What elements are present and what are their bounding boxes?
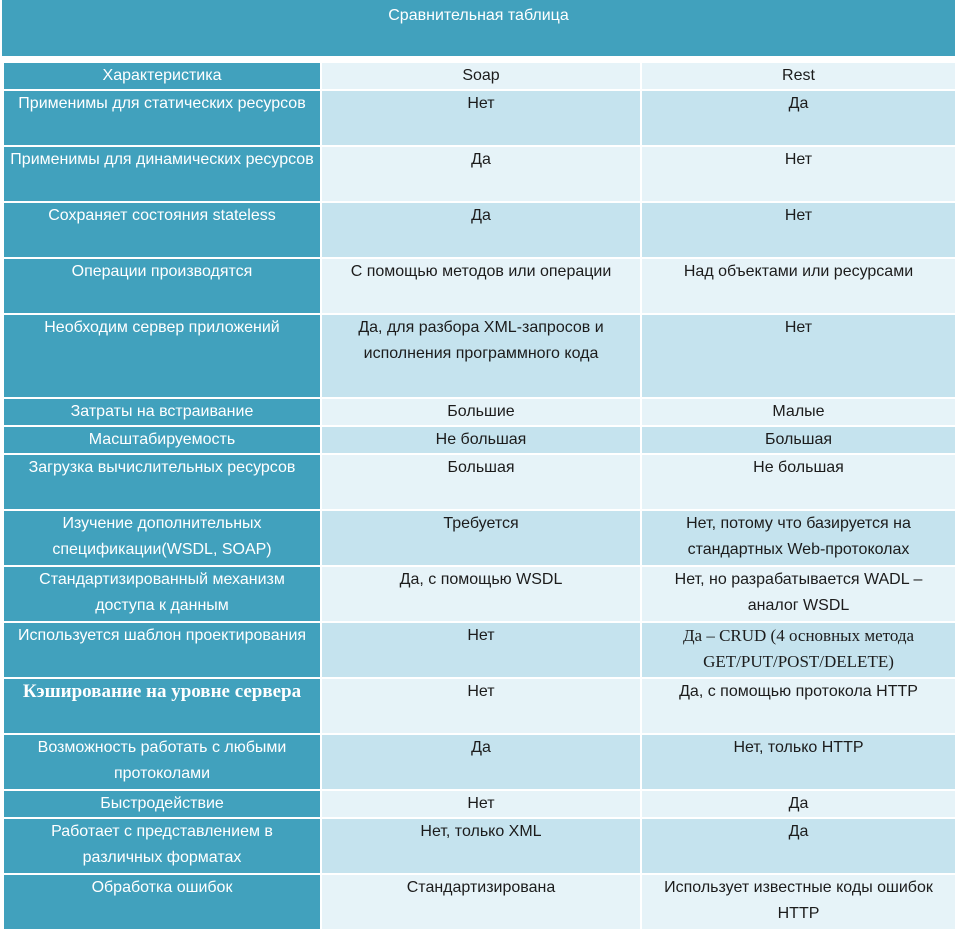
table-row [3,818,956,874]
row-characteristic: Изучение дополнительных спецификации(WSDL, SOAP) [3,510,321,566]
table-row [3,90,956,146]
row-soap-value: Да [321,734,641,790]
table-row [3,510,956,566]
row-soap-value: Да, с помощью WSDL [321,566,641,622]
table-row [3,566,956,622]
row-characteristic: Применимы для статических ресурсов [3,90,321,146]
row-rest-value: Нет [641,146,956,202]
row-soap-value: Нет [321,622,641,678]
row-rest-value: Нет, но разрабатывается WADL – аналог WSDL [641,566,956,622]
row-rest-value: Нет, только HTTP [641,734,956,790]
row-rest-value: Большая [641,426,956,454]
row-rest-value: Использует известные коды ошибок HTTP [641,874,956,930]
row-characteristic: Загрузка вычислительных ресурсов [3,454,321,510]
row-soap-value: Требуется [321,510,641,566]
table-row [3,426,956,454]
row-rest-value: Да [641,790,956,818]
header-rest: Rest [641,62,956,90]
row-soap-value: Большие [321,398,641,426]
table-row [3,258,956,314]
row-characteristic: Используется шаблон проектирования [3,622,321,678]
table-title: Сравнительная таблица [2,0,955,56]
row-soap-value: Нет [321,678,641,734]
row-soap-value: Стандартизирована [321,874,641,930]
row-rest-value: Нет [641,202,956,258]
row-characteristic: Быстродействие [3,790,321,818]
row-soap-value: Не большая [321,426,641,454]
row-rest-value: Не большая [641,454,956,510]
row-soap-value: Нет [321,790,641,818]
table-row [3,734,956,790]
row-characteristic: Кэширование на уровне сервера [3,678,321,734]
row-characteristic: Обработка ошибок [3,874,321,930]
table-row [3,678,956,734]
row-soap-value: Нет, только XML [321,818,641,874]
row-characteristic: Работает с представлением в различных форматах [3,818,321,874]
row-characteristic: Сохраняет состояния stateless [3,202,321,258]
row-rest-value: Над объектами или ресурсами [641,258,956,314]
row-soap-value: С помощью методов или операции [321,258,641,314]
row-rest-value: Малые [641,398,956,426]
row-soap-value: Да, для разбора XML-запросов и исполнения программного кода [321,314,641,398]
row-soap-value: Да [321,146,641,202]
header-characteristic: Характеристика [3,62,321,90]
row-characteristic: Необходим сервер приложений [3,314,321,398]
table-row [3,790,956,818]
row-characteristic: Возможность работать с любыми протоколами [3,734,321,790]
row-soap-value: Да [321,202,641,258]
row-characteristic: Масштабируемость [3,426,321,454]
row-rest-value: Да, с помощью протокола HTTP [641,678,956,734]
row-rest-value: Нет, потому что базируется на стандартных Web-протоколах [641,510,956,566]
row-rest-value: Да [641,818,956,874]
comparison-table [2,61,957,931]
row-characteristic: Применимы для динамических ресурсов [3,146,321,202]
table-row [3,398,956,426]
row-soap-value: Большая [321,454,641,510]
table-row [3,314,956,398]
row-rest-value: Да [641,90,956,146]
row-soap-value: Нет [321,90,641,146]
row-characteristic: Затраты на встраивание [3,398,321,426]
header-soap: Soap [321,62,641,90]
row-rest-value: Да – CRUD (4 основных метода GET/PUT/POST/DELETE) [641,622,956,678]
table-row [3,454,956,510]
table-row [3,146,956,202]
row-rest-value: Нет [641,314,956,398]
table-row [3,622,956,678]
table-row [3,202,956,258]
row-characteristic: Стандартизированный механизм доступа к данным [3,566,321,622]
header-row [3,62,956,90]
table-row [3,874,956,930]
row-characteristic: Операции производятся [3,258,321,314]
